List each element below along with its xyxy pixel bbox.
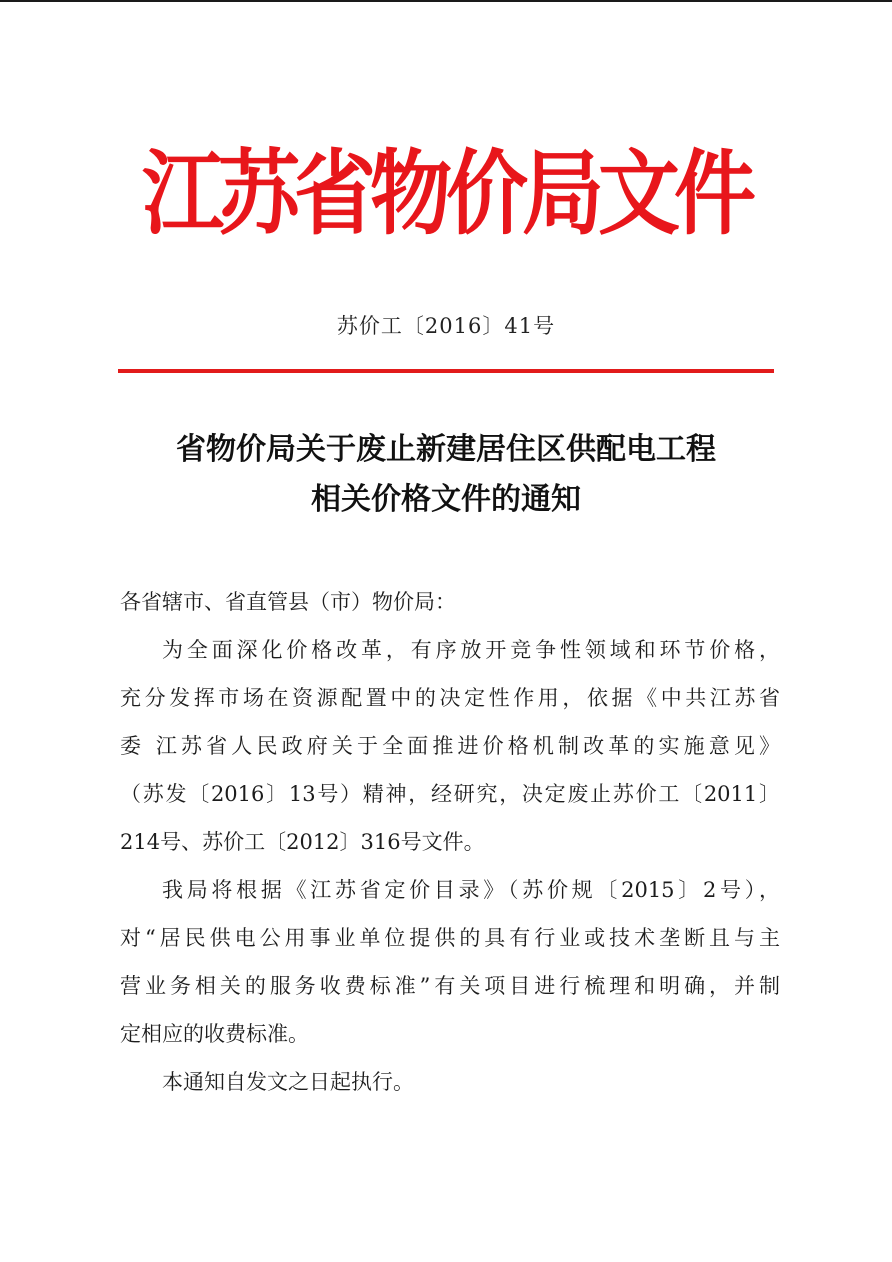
paragraph-2: [120, 866, 780, 1058]
paragraph-1: [120, 626, 780, 866]
document-body: [120, 578, 780, 1106]
org-header-title: 江苏省物价局文件: [141, 140, 750, 248]
document-number: 苏价工〔2016〕41号: [336, 314, 556, 338]
paragraph-1-line-4: （苏发〔2016〕13号）精神，经研究，决定废止苏价工〔2011〕: [120, 782, 780, 806]
paragraph-1-line-1: 为全面深化价格改革，有序放开竞争性领域和环节价格，: [162, 638, 780, 662]
document-title-line-1: 省物价局关于废止新建居住区供配电工程: [176, 432, 716, 467]
document-title: [0, 425, 892, 525]
paragraph-2-line-4: 定相应的收费标准。: [120, 1022, 309, 1046]
paragraph-1-line-3: 委 江苏省人民政府关于全面推进价格机制改革的实施意见》: [120, 734, 780, 758]
page-top-border: [0, 0, 892, 2]
paragraph-2-line-3: 营业务相关的服务收费标准”有关项目进行梳理和明确，并制: [120, 974, 780, 998]
salutation: 各省辖市、省直管县（市）物价局：: [120, 590, 456, 614]
document-title-line-2: 相关价格文件的通知: [311, 482, 581, 517]
paragraph-2-line-1: 我局将根据《江苏省定价目录》（苏价规〔2015〕2号），: [162, 878, 780, 902]
red-divider-rule: [118, 369, 774, 373]
paragraph-2-line-2: 对“居民供电公用事业单位提供的具有行业或技术垄断且与主: [120, 926, 780, 950]
paragraph-1-line-2: 充分发挥市场在资源配置中的决定性作用，依据《中共江苏省: [120, 686, 780, 710]
paragraph-1-line-5: 214号、苏价工〔2012〕316号文件。: [120, 830, 485, 854]
paragraph-3: 本通知自发文之日起执行。: [162, 1070, 414, 1094]
